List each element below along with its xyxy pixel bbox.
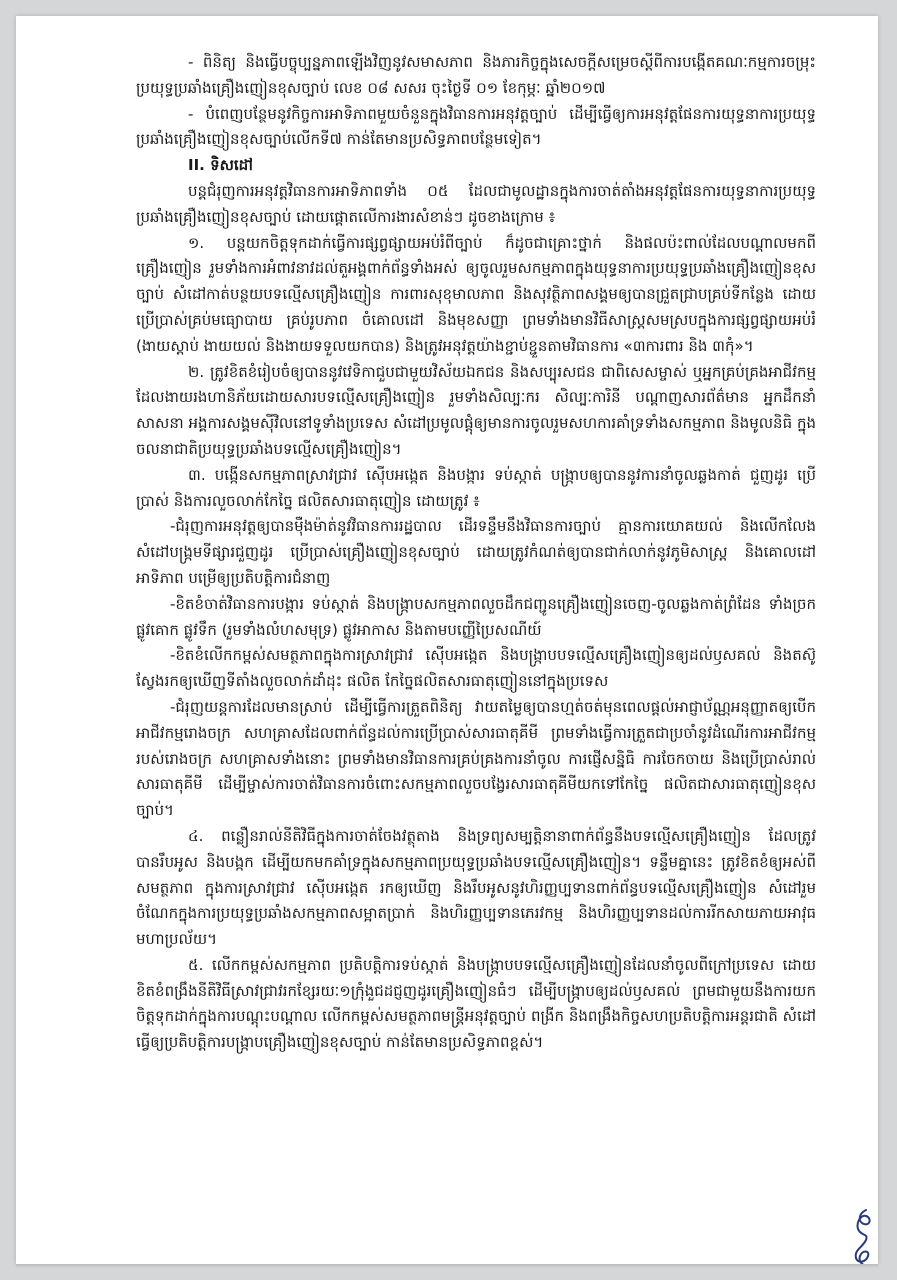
- intro-paragraph: បន្តជំរុញការអនុវត្តវិធានការអាទិភាពទាំង ០៥ ដែលជាមូលដ្ឋានក្នុងការចាត់តាំងអនុវត្តផែនការយុទ្ធនាការប្រយុទ្ធប្រឆាំងគ្រឿងញៀនខុសច្បាប់ ដោយផ្តោតលើការងារសំខាន់ៗ ដូចខាងក្រោម ៖: [136, 181, 816, 226]
- bullet-paragraph-1: - ពិនិត្យ និងធ្វើបច្ចុប្បន្នភាពឡើងវិញនូវសមាសភាព និងភារកិច្ចក្នុងសេចក្តីសម្រេចស្តីពីការបង្កើតគណៈកម្មការចម្រុះប្រយុទ្ធប្រឆាំងគ្រឿងញៀនខុសច្បាប់ លេខ ០៨ សសរ ចុះថ្ងៃទី ០១ ខែកុម្ភៈ ឆ្នាំ២០១៧: [136, 53, 816, 97]
- section-heading: II. ទិសដៅ: [188, 156, 253, 175]
- numbered-item-1: ១. បន្តយកចិត្តទុកដាក់ធ្វើការផ្សព្វផ្សាយអប់រំពីច្បាប់ ក៏ដូចជាគ្រោះថ្នាក់ និងផលប៉ះពាល់ដែលបណ្តាលមកពីគ្រឿងញៀន រួមទាំងការអំពាវនាវដល់តួអង្គពាក់ព័ន្ធទាំងអស់ ឲ្យចូលរួមសកម្មភាពក្នុងយុទ្ធនាការប្រយុទ្ធប្រឆាំងគ្រឿងញៀនខុសច្បាប់ សំដៅកាត់បន្ថយបទល្មើសគ្រឿងញៀន ការពារសុខុមាលភាព និងសុវត្ថិភាពសង្គមឲ្យបានជ្រួតជ្រាបគ្រប់ទីកន្លែង ដោយប្រើប្រាស់គ្រប់មធ្យោបាយ គ្រប់រូបភាព ចំគោលដៅ និងមុខសញ្ញា ព្រមទាំងមានវិធីសាស្ត្រសមស្របក្នុងការផ្សព្វផ្សាយអប់រំ (ងាយស្តាប់ ងាយយល់ និងងាយទទួលយកបាន) និងត្រូវអនុវត្តយ៉ាងខ្ជាប់ខ្ជួនតាមវិធានការ «៣ការពារ និង ៣កុំ»។: [136, 233, 816, 355]
- sub-item-3-3: -ខិតខំលើកកម្ពស់សមត្ថភាពក្នុងការស្រាវជ្រាវ ស៊ើបអង្កេត និងបង្ក្រាបបទល្មើសគ្រឿងញៀនឲ្យដល់ឫសគល់ និងតស៊ូស្វែងរកឲ្យឃើញទីតាំងលួចលាក់ដាំដុះ ផលិត កែច្នៃផលិតសារធាតុញៀននៅក្នុងប្រទេស: [136, 646, 816, 691]
- numbered-item-4: ៤. ពន្លឿនរាល់នីតិវិធីក្នុងការចាត់ចែងវត្ថុតាង និងទ្រព្យសម្បត្តិនានាពាក់ព័ន្ធនឹងបទល្មើសគ្រឿងញៀន ដែលត្រូវបានរឹបអូស និងបង្កក ដើម្បីយកមកគាំទ្រក្នុងសកម្មភាពប្រយុទ្ធប្រឆាំងបទល្មើសគ្រឿងញៀន។ ទន្ទឹមគ្នានេះ ត្រូវខិតខំឲ្យអស់ពីសមត្ថភាព ក្នុងការស្រាវជ្រាវ ស៊ើបអង្កេត រកឲ្យឃើញ និងរឹបអូសនូវហិរញ្ញប្បទានពាក់ព័ន្ធបទល្មើសគ្រឿងញៀន សំដៅរួមចំណែកក្នុងការប្រយុទ្ធប្រឆាំងសកម្មភាពសម្អាតប្រាក់ និងហិរញ្ញប្បទានភេរវកម្ម និងហិរញ្ញប្បទានដល់ការរីកសាយភាយអាវុធមហាប្រល័យ។: [136, 826, 816, 949]
- handwritten-initial-signature: [844, 1206, 878, 1264]
- bullet-paragraph-2: - បំពេញបន្ថែមនូវកិច្ចការអាទិភាពមួយចំនួនក្នុងវិធានការអនុវត្តច្បាប់ ដើម្បីធ្វើឲ្យការអនុវត្តផែនការយុទ្ធនាការប្រយុទ្ធប្រឆាំងគ្រឿងញៀនខុសច្បាប់លើកទី៧ កាន់តែមានប្រសិទ្ធភាពបន្ថែមទៀត។: [136, 104, 816, 149]
- sub-item-3-1: -ជំរុញការអនុវត្តឲ្យបានម៉ឺងម៉ាត់នូវវិធានការរដ្ឋបាល ដើរទន្ទឹមនឹងវិធានការច្បាប់ គ្មានការយោគយល់ និងលើកលែង សំដៅបង្ក្រមទីផ្សារជួញដូរ ប្រើប្រាស់គ្រឿងញៀនខុសច្បាប់ ដោយត្រូវកំណត់ឲ្យបានជាក់លាក់នូវភូមិសាស្ត្រ និងគោលដៅអាទិភាព បម្រើឲ្យប្រតិបត្តិការជំនាញ: [136, 517, 816, 587]
- numbered-item-3: ៣. បង្កើនសកម្មភាពស្រាវជ្រាវ ស៊ើបអង្កេត និងបង្ការ ទប់ស្កាត់ បង្ក្រាបឲ្យបាននូវការនាំចូលឆ្លងកាត់ ជួញដូរ ប្រើប្រាស់ និងការលួចលាក់កែច្នៃ ផលិតសារធាតុញៀន ដោយត្រូវ ៖: [136, 465, 816, 510]
- sub-item-3-4: -ជំរុញយន្តការដែលមានស្រាប់ ដើម្បីធ្វើការត្រួតពិនិត្យ វាយតម្លៃឲ្យបានហ្មត់ចត់មុនពេលផ្តល់អាជ្ញាប័ណ្ណអនុញ្ញាតឲ្យបើកអាជីវកម្មរោងចក្រ សហគ្រាសដែលពាក់ព័ន្ធដល់ការប្រើប្រាស់សារធាតុគីមី ព្រមទាំងធ្វើការត្រួតជាប្រចាំនូវដំណើរការអាជីវកម្មរបស់រោងចក្រ សហគ្រាសទាំងនោះ ព្រមទាំងមានវិធានការគ្រប់គ្រងការនាំចូល ការផ្ញើសន្និធិ ការចែកចាយ និងប្រើប្រាស់រាល់សារធាតុគីមី ដើម្បីម្ចាស់ការចាត់វិធានការចំពោះសកម្មភាពលួចបង្វែរសារធាតុគីមីយកទៅកែច្នៃ ផលិតជាសារធាតុញៀនខុសច្បាប់។: [136, 697, 816, 820]
- numbered-item-5: ៥. លើកកម្ពស់សកម្មភាព ប្រតិបត្តិការទប់ស្កាត់ និងបង្ក្រាបបទល្មើសគ្រឿងញៀនដែលនាំចូលពីក្រៅប្រទេស ដោយខិតខំពង្រឹងនីតិវិធីស្រាវជ្រាវរកខ្សែរយៈ១ក្រុំងួជដជ្ញញដូរគ្រឿងញៀនធំៗ ដើម្បីបង្ក្រាបឲ្យដល់ឫសគល់ ព្រមជាមួយនឹងការយកចិត្តទុកដាក់ក្នុងការបណ្តុះបណ្តាល លើកកម្ពស់សមត្ថភាពមន្ត្រីអនុវត្តច្បាប់ ពង្រីក និងពង្រឹងកិច្ចសហប្រតិបត្តិការអន្តរជាតិ សំដៅធ្វើឲ្យប្រតិបត្តិការបង្ក្រាបគ្រឿងញៀនខុសច្បាប់ កាន់តែមានប្រសិទ្ធភាពខ្ពស់។: [136, 955, 816, 1052]
- document-page: [16, 16, 878, 1264]
- page-edge-shadow: [16, 1264, 878, 1268]
- document-body: [136, 50, 816, 1056]
- numbered-item-2: ២. ត្រូវខិតខំរៀបចំឲ្យបាននូវវេទិកាជួបជាមួយវិស័យឯកជន និងសប្បុរសជន ជាពិសេសម្ចាស់ ឬអ្នកគ្រប់គ្រងអាជីវកម្មដែលងាយរងហានិភ័យដោយសារបទល្មើសគ្រឿងញៀន រួមទាំងសិល្បៈករ សិល្បៈការិនី បណ្តាញសារព័ត៌មាន អ្នកដឹកនាំសាសនា អង្គការសង្គមស៊ីវិលនៅទូទាំងប្រទេស សំដៅប្រមូលផ្តុំឲ្យមានការចូលរួមសហការគាំទ្រទាំងសកម្មភាព និងមូលនិធិ ក្នុងចលនាជាតិប្រយុទ្ធប្រឆាំងបទល្មើសគ្រឿងញៀន។: [136, 362, 816, 458]
- sub-item-3-2: -ខិតខំចាត់វិធានការបង្ការ ទប់ស្កាត់ និងបង្ក្រាបសកម្មភាពលួចដឹកជញ្ជូនគ្រឿងញៀនចេញ-ចូលឆ្លងកាត់ព្រំដែន ទាំងច្រកផ្លូវគោក ផ្លូវទឹក (រួមទាំងលំហសមុទ្រ) ផ្លូវអាកាស និងតាមបញ្ញើប្រៃសណីយ៍: [136, 594, 816, 639]
